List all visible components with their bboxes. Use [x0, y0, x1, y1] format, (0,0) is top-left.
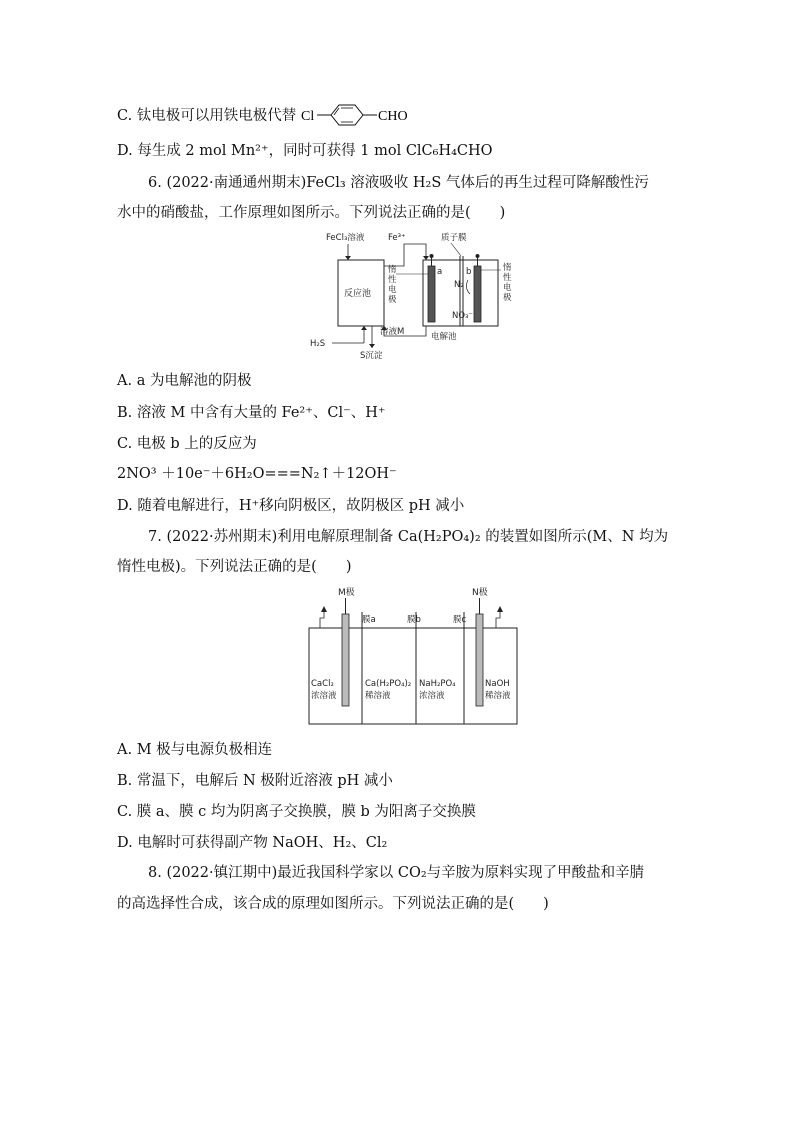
membrane-b-label: 膜b	[407, 615, 421, 625]
inert-right-3: 电	[503, 283, 512, 293]
q5-option-d: D. 每生成 2 mol Mn²⁺，同时可获得 1 mol ClC₆H₄CHO	[117, 143, 493, 159]
electrode-a-label: a	[437, 267, 443, 277]
gas-outlet-left-arrow-icon	[321, 606, 327, 612]
q6-option-c-equation: 2NO³ ＋10e⁻＋6H₂O===N₂↑＋12OH⁻	[117, 466, 397, 482]
gas-outlet-right-arrow-icon	[497, 606, 503, 612]
q8-stem-line2: 的高选择性合成，该合成的原理如图所示。下列说法正确的是( )	[117, 896, 549, 912]
fecl3-label: FeCl₃溶液	[326, 233, 365, 243]
chlorobenzaldehyde-structure	[301, 103, 421, 129]
q6-option-a: A. a 为电解池的阴极	[117, 373, 252, 389]
q7-stem-line1: 7. (2022·苏州期末)利用电解原理制备 Ca(H₂PO₄)₂ 的装置如图所示(M、N 均为	[148, 529, 669, 545]
q6-option-d: D. 随着电解进行，H⁺移向阴极区，故阴极区 pH 减小	[117, 498, 465, 514]
compartment-4-line2: 稀溶液	[485, 691, 511, 701]
n-electrode	[476, 614, 483, 706]
inert-right-1: 惰	[503, 263, 512, 273]
q6-stem-line2: 水中的硝酸盐，工作原理如图所示。下列说法正确的是( )	[117, 205, 506, 221]
no3-label: NO₃⁻	[452, 311, 473, 321]
reactor-label: 反应池	[344, 289, 372, 299]
q6-diagram	[308, 228, 528, 360]
cho-label: CHO	[377, 109, 408, 124]
cell-label: 电解池	[431, 332, 457, 342]
q6-stem-line1: 6. (2022·南通通州期末)FeCl₃ 溶液吸收 H₂S 气体后的再生过程可降解酸性污	[148, 175, 649, 191]
cl-label: Cl	[300, 109, 315, 124]
membrane-c-label: 膜c	[453, 615, 467, 625]
n2-label: N₂	[454, 280, 464, 290]
compartment-4-line1: NaOH	[485, 679, 510, 689]
q7-option-a: A. M 极与电源负极相连	[117, 742, 273, 758]
membrane-a-label: 膜a	[362, 615, 376, 625]
inert-left-2: 性	[388, 275, 397, 285]
membrane-label: 质子膜	[441, 233, 467, 243]
fe3-label: Fe³⁺	[388, 233, 406, 243]
q6-option-c: C. 电极 b 上的反应为	[117, 436, 257, 452]
n-electrode-label: N极	[472, 588, 488, 598]
q7-option-b: B. 常温下，电解后 N 极附近溶液 pH 减小	[117, 773, 393, 789]
q5-option-c-text: C. 钛电极可以用铁电极代替	[117, 108, 301, 124]
inert-right-2: 性	[503, 273, 512, 283]
m-electrode-label: M极	[338, 588, 355, 598]
inert-left-3: 电	[388, 285, 397, 295]
electrode-a	[428, 266, 435, 322]
q5-option-c	[117, 103, 421, 129]
q8-stem-line1: 8. (2022·镇江期中)最近我国科学家以 CO₂与辛胺为原料实现了甲酸盐和辛腈	[148, 865, 645, 881]
compartment-1-line1: CaCl₂	[311, 679, 334, 689]
inert-left-4: 极	[388, 295, 397, 305]
m-electrode	[342, 614, 349, 706]
compartment-3-line1: NaH₂PO₄	[419, 679, 456, 689]
q7-diagram	[300, 584, 530, 732]
q7-stem-line2: 惰性电极)。下列说法正确的是( )	[117, 559, 352, 575]
compartment-3-line2: 浓溶液	[419, 691, 445, 701]
s-precipitate-label: S沉淀	[360, 351, 383, 360]
compartment-2-line2: 稀溶液	[365, 691, 391, 701]
inert-right-4: 极	[503, 293, 512, 303]
h2s-label: H₂S	[310, 339, 326, 349]
electrode-b	[474, 266, 481, 322]
q6-option-b: B. 溶液 M 中含有大量的 Fe²⁺、Cl⁻、H⁺	[117, 405, 386, 421]
inert-left-1: 惰	[388, 265, 397, 275]
q7-option-d: D. 电解时可获得副产物 NaOH、H₂、Cl₂	[117, 835, 388, 851]
q7-option-c: C. 膜 a、膜 c 均为阴离子交换膜，膜 b 为阳离子交换膜	[117, 804, 476, 820]
solution-m-label: 溶液M	[380, 327, 405, 337]
tank	[309, 628, 517, 724]
electrode-b-label: b	[466, 267, 472, 277]
compartment-2-line1: Ca(H₂PO₄)₂	[365, 679, 412, 689]
compartment-1-line2: 浓溶液	[311, 691, 337, 701]
